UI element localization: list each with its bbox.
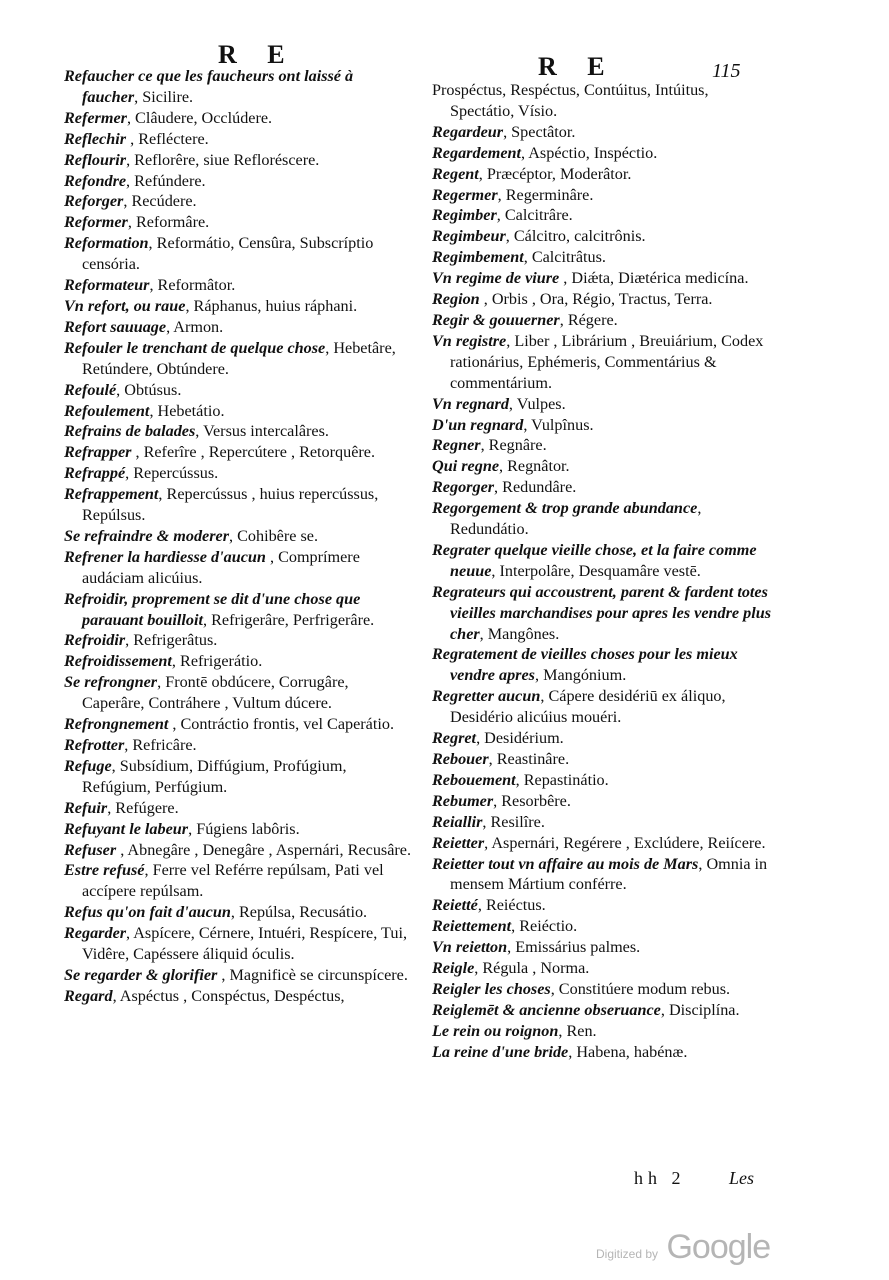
entry-translation: , Desidérium. bbox=[476, 729, 564, 748]
entry-translation: , Refrigerátio. bbox=[171, 652, 263, 671]
dictionary-entry bbox=[64, 630, 412, 651]
entry-translation: , Interpolâre, Desquamâre vestē. bbox=[491, 561, 701, 580]
dictionary-entry bbox=[432, 644, 772, 686]
entry-translation: , Ren. bbox=[558, 1021, 597, 1040]
entry-headword: Reietté bbox=[432, 896, 478, 915]
entry-headword: Reforger bbox=[64, 192, 124, 211]
dictionary-entry bbox=[64, 819, 412, 840]
dictionary-entry bbox=[64, 484, 412, 526]
dictionary-entry bbox=[432, 415, 772, 436]
entry-translation: , Constitúere modum rebus. bbox=[550, 979, 731, 998]
entry-translation: , Refrigerâtus. bbox=[125, 631, 218, 650]
dictionary-entry bbox=[64, 171, 412, 192]
entry-translation: , Aspernári, Regérere , Exclúdere, Reiícere. bbox=[484, 833, 766, 852]
entry-translation: , Reformátio, Censûra, Subscríptio censória. bbox=[82, 234, 374, 274]
entry-translation: , Reiéctus. bbox=[477, 896, 546, 915]
entry-headword: Reiettement bbox=[432, 917, 512, 936]
dictionary-entry bbox=[64, 986, 412, 1007]
entry-headword: Regard bbox=[64, 986, 113, 1005]
entry-headword: Reigler les choses bbox=[432, 979, 551, 998]
dictionary-entry bbox=[432, 477, 772, 498]
entry-headword: Reietter tout vn affaire au mois de Mars bbox=[432, 854, 699, 873]
entry-headword: Vn registre bbox=[432, 331, 507, 350]
page-footer bbox=[634, 1168, 754, 1189]
entry-headword: Refrapper bbox=[64, 443, 132, 462]
dictionary-entry bbox=[432, 540, 772, 582]
entry-headword: Regner bbox=[432, 436, 481, 455]
entry-translation: , Régula , Norma. bbox=[474, 959, 590, 978]
entry-translation: , Ráphanus, huius ráphani. bbox=[185, 296, 358, 315]
entry-headword: Refrappement bbox=[64, 485, 159, 504]
dictionary-entry bbox=[64, 129, 412, 150]
dictionary-entry bbox=[64, 275, 412, 296]
entry-translation: , Ferre vel Reférre repúlsam, Pati vel accípere repúlsam. bbox=[82, 861, 384, 901]
entry-translation: , Reastinâre. bbox=[488, 750, 570, 768]
entry-headword: Refrappé bbox=[64, 464, 126, 483]
dictionary-entry bbox=[432, 895, 772, 916]
entry-headword: Regardeur bbox=[432, 122, 504, 141]
dictionary-entry bbox=[432, 958, 772, 979]
dictionary-entry bbox=[432, 979, 772, 1000]
entry-headword: Refrains de balades bbox=[64, 422, 196, 441]
entry-translation: , Regnâtor. bbox=[499, 457, 570, 476]
entry-headword: Se refrongner bbox=[64, 673, 158, 692]
entry-headword: Reflechir bbox=[64, 129, 127, 148]
entry-translation: , Omnia in mensem Mártium conférre. bbox=[450, 854, 768, 894]
entry-headword: Refrener la hardiesse d'aucun bbox=[64, 547, 266, 566]
entry-translation: , Clâudere, Occlúdere. bbox=[126, 108, 273, 127]
dictionary-entry bbox=[64, 965, 412, 986]
dictionary-entry bbox=[64, 296, 412, 317]
entry-translation: , Regerminâre. bbox=[497, 185, 594, 204]
signature-mark: hh 2 bbox=[634, 1168, 686, 1188]
entry-translation: , Mangônes. bbox=[479, 624, 560, 643]
dictionary-entry bbox=[64, 798, 412, 819]
dictionary-entry bbox=[432, 226, 772, 247]
dictionary-entry bbox=[432, 937, 772, 958]
entry-translation: , Repercússus. bbox=[125, 464, 219, 483]
entry-translation: , Referîre , Repercútere , Retorquêre. bbox=[131, 443, 376, 462]
entry-headword: Regimbement bbox=[432, 248, 524, 267]
entry-headword: Estre refusé bbox=[64, 861, 145, 880]
entry-translation: , Régere. bbox=[559, 310, 618, 329]
entry-translation: , Comprímere audáciam alicúius. bbox=[82, 547, 360, 587]
entry-headword: Reformation bbox=[64, 234, 149, 253]
dictionary-entry bbox=[64, 735, 412, 756]
entry-headword: Region bbox=[432, 290, 480, 309]
entry-headword: Regret bbox=[432, 729, 477, 748]
dictionary-entry bbox=[64, 547, 412, 589]
dictionary-entry bbox=[64, 150, 412, 171]
entry-headword: Refus qu'on fait d'aucun bbox=[64, 903, 231, 922]
entry-headword: Refaucher ce que les faucheurs ont laissé à faucher bbox=[64, 67, 354, 106]
entry-headword: Reflourir bbox=[64, 150, 127, 169]
entry-translation: , Fúgiens labôris. bbox=[188, 819, 300, 838]
entry-headword: Refoulé bbox=[64, 380, 117, 399]
dictionary-entry bbox=[432, 247, 772, 268]
entry-headword: Regrateurs qui accoustrent, parent & fardent totes vieilles marchandises pour apres les vendre plus cher bbox=[432, 582, 772, 643]
entry-headword: Refondre bbox=[64, 171, 127, 190]
entry-headword: Vn reietton bbox=[432, 938, 508, 957]
dictionary-entry bbox=[64, 108, 412, 129]
dictionary-entry bbox=[432, 456, 772, 477]
entry-translation: , Redundátio. bbox=[450, 499, 702, 539]
dictionary-entry bbox=[432, 164, 772, 185]
entry-headword: Se refraindre & moderer bbox=[64, 526, 230, 545]
page-number: 115 bbox=[712, 60, 741, 82]
entry-headword: Refrongnement bbox=[64, 715, 169, 734]
dictionary-entry bbox=[432, 80, 772, 122]
entry-translation: , Emissárius palmes. bbox=[507, 938, 641, 957]
entry-headword: Refermer bbox=[64, 108, 127, 127]
entry-translation: , Refrigerâre, Perfrigerâre. bbox=[203, 610, 375, 629]
entry-headword: Rebouement bbox=[432, 770, 516, 789]
entry-translation: Prospéctus, Respéctus, Contúitus, Intúitus, Spectátio, Vísio. bbox=[432, 81, 709, 120]
entry-translation: , Orbis , Ora, Régio, Tractus, Terra. bbox=[479, 290, 713, 309]
dictionary-entry bbox=[432, 1000, 772, 1021]
dictionary-entry bbox=[64, 756, 412, 798]
right-column bbox=[432, 80, 772, 1063]
entry-translation: , Refricâre. bbox=[124, 736, 197, 754]
entry-headword: Regimber bbox=[432, 206, 497, 225]
dictionary-entry bbox=[432, 205, 772, 226]
entry-translation: , Resorbêre. bbox=[493, 791, 571, 810]
entry-headword: Regir & gouuerner bbox=[432, 310, 560, 329]
entry-translation: , Reformâre. bbox=[127, 213, 210, 232]
dictionary-entry bbox=[64, 463, 412, 484]
dictionary-entry bbox=[64, 317, 412, 338]
dictionary-entry bbox=[64, 923, 412, 965]
entry-translation: , Liber , Librárium , Breuiárium, Codex rationárius, Ephémeris, Commentárius & commentárium. bbox=[450, 331, 764, 392]
entry-headword: Rebouer bbox=[432, 750, 489, 768]
entry-translation: , Vulpes. bbox=[508, 394, 566, 413]
entry-headword: Regardement bbox=[432, 143, 522, 162]
dictionary-entry bbox=[432, 331, 772, 394]
entry-translation: , Disciplína. bbox=[660, 1000, 740, 1019]
entry-headword: Refrotter bbox=[64, 736, 125, 754]
dictionary-entry bbox=[432, 143, 772, 164]
entry-translation: , Præcéptor, Moderâtor. bbox=[478, 164, 632, 183]
entry-translation: , Refléctere. bbox=[126, 129, 209, 148]
dictionary-entry bbox=[432, 435, 772, 456]
dictionary-entry bbox=[432, 310, 772, 331]
dictionary-entry bbox=[64, 902, 412, 923]
entry-translation: , Aspícere, Cérnere, Intuéri, Respícere, Tui, Vidêre, Capéssere áliquid óculis. bbox=[82, 924, 408, 964]
entry-headword: Se regarder & glorifier bbox=[64, 965, 218, 984]
entry-headword: Vn regnard bbox=[432, 394, 509, 413]
entry-headword: Regretter aucun bbox=[432, 687, 541, 706]
dictionary-entry bbox=[64, 338, 412, 380]
entry-translation: , Habena, habénæ. bbox=[568, 1042, 688, 1061]
entry-headword: Reiglemēt & ancienne obseruance bbox=[432, 1000, 661, 1019]
entry-translation: , Reflorêre, siue Refloréscere. bbox=[126, 150, 320, 169]
dictionary-entry bbox=[432, 498, 772, 540]
dictionary-entry bbox=[432, 686, 772, 728]
entry-translation: , Vulpînus. bbox=[523, 415, 594, 434]
dictionary-entry bbox=[64, 212, 412, 233]
entry-translation: , Abnegâre , Denegâre , Aspernári, Recusâre. bbox=[116, 840, 412, 859]
entry-translation: , Hebetâre, Retúndere, Obtúndere. bbox=[82, 338, 396, 378]
entry-headword: Refouler le trenchant de quelque chose bbox=[64, 338, 326, 357]
entry-translation: , Regnâre. bbox=[480, 436, 547, 455]
dictionary-entry bbox=[432, 854, 772, 896]
entry-headword: Refroidir bbox=[64, 631, 126, 650]
entry-translation: , Repercússus , huius repercússus, Repúlsus. bbox=[82, 485, 379, 525]
entry-headword: Refoulement bbox=[64, 401, 150, 420]
entry-headword: D'un regnard bbox=[432, 415, 524, 434]
dictionary-entry bbox=[432, 289, 772, 310]
entry-headword: Regarder bbox=[64, 924, 127, 943]
entry-translation: , Reformâtor. bbox=[149, 276, 236, 295]
entry-headword: Reigle bbox=[432, 959, 475, 978]
entry-translation: , Redundâre. bbox=[494, 478, 577, 497]
entry-headword: Refroidir, proprement se dit d'une chose que parauant bouilloit bbox=[64, 589, 361, 629]
entry-translation: , Recúdere. bbox=[123, 192, 197, 211]
entry-translation: , Diǽta, Diætérica medicína. bbox=[559, 269, 749, 288]
dictionary-entry bbox=[64, 672, 412, 714]
entry-headword: Regent bbox=[432, 164, 479, 183]
entry-headword: Rebumer bbox=[432, 791, 494, 810]
entry-headword: La reine d'une bride bbox=[432, 1042, 569, 1061]
dictionary-entry bbox=[64, 840, 412, 861]
entry-headword: Regimbeur bbox=[432, 227, 506, 246]
google-logo: Google bbox=[666, 1228, 771, 1266]
dictionary-entry bbox=[64, 442, 412, 463]
dictionary-entry bbox=[432, 791, 772, 812]
entry-headword: Regorgement & trop grande abundance bbox=[432, 499, 698, 518]
entry-headword: Qui regne bbox=[432, 457, 500, 476]
entry-translation: , Versus intercalâres. bbox=[195, 422, 329, 441]
dictionary-entry bbox=[432, 394, 772, 415]
entry-headword: Reietter bbox=[432, 833, 485, 852]
entry-headword: Refroidissement bbox=[64, 652, 172, 671]
entry-translation: , Obtúsus. bbox=[116, 380, 182, 399]
dictionary-entry bbox=[64, 651, 412, 672]
entry-translation: , Calcitrâtus. bbox=[523, 248, 606, 267]
entry-translation: , Contráctio frontis, vel Caperátio. bbox=[168, 715, 394, 734]
entry-translation: , Resilîre. bbox=[482, 812, 545, 831]
entry-headword: Regorger bbox=[432, 478, 495, 497]
dictionary-entry bbox=[64, 66, 412, 108]
entry-headword: Vn regime de viure bbox=[432, 269, 560, 288]
dictionary-entry bbox=[432, 185, 772, 206]
entry-headword: Refuir bbox=[64, 798, 108, 817]
entry-translation: , Reiéctio. bbox=[511, 917, 578, 936]
entry-translation: , Armon. bbox=[166, 317, 224, 336]
dictionary-entry bbox=[64, 233, 412, 275]
entry-translation: , Repastinátio. bbox=[515, 770, 609, 789]
catchword: Les bbox=[729, 1168, 755, 1188]
watermark-prefix: Digitized by bbox=[596, 1247, 659, 1261]
entry-translation: , Repúlsa, Recusátio. bbox=[230, 903, 368, 922]
entry-translation: , Spectâtor. bbox=[503, 122, 576, 141]
dictionary-entry bbox=[432, 582, 772, 645]
entry-headword: Reformateur bbox=[64, 276, 150, 295]
entry-translation: , Subsídium, Diffúgium, Profúgium, Refúgium, Perfúgium. bbox=[82, 756, 347, 796]
entry-headword: Refuser bbox=[64, 840, 117, 859]
entry-headword: Refuge bbox=[64, 756, 112, 775]
dictionary-entry bbox=[432, 770, 772, 791]
entry-headword: Le rein ou roignon bbox=[432, 1021, 559, 1040]
entry-headword: Regermer bbox=[432, 185, 498, 204]
digitized-watermark bbox=[596, 1228, 770, 1267]
dictionary-entry bbox=[432, 749, 772, 770]
entry-translation: , Cápere desidériū ex áliquo, Desidério alicúius mouéri. bbox=[450, 687, 726, 727]
entry-translation: , Refúgere. bbox=[107, 798, 179, 817]
dictionary-entry bbox=[432, 122, 772, 143]
right-running-head: R E bbox=[538, 52, 617, 81]
entry-translation: , Aspéctio, Inspéctio. bbox=[521, 143, 658, 162]
entry-headword: Reformer bbox=[64, 213, 128, 232]
dictionary-entry bbox=[64, 589, 412, 631]
dictionary-entry bbox=[432, 268, 772, 289]
dictionary-entry bbox=[64, 191, 412, 212]
entry-translation: , Magnificè se circunspícere. bbox=[217, 965, 408, 984]
dictionary-entry bbox=[432, 728, 772, 749]
entry-translation: , Frontē obdúcere, Corrugâre, Caperâre, Contráhere , Vultum dúcere. bbox=[82, 673, 349, 713]
dictionary-entry bbox=[432, 833, 772, 854]
dictionary-entry bbox=[432, 916, 772, 937]
left-column bbox=[64, 66, 412, 1007]
dictionary-entry bbox=[432, 1021, 772, 1042]
dictionary-entry bbox=[64, 380, 412, 401]
dictionary-entry bbox=[64, 714, 412, 735]
entry-headword: Vn refort, ou raue bbox=[64, 296, 186, 315]
entry-headword: Regrater quelque vieille chose, et la faire comme neuue bbox=[432, 540, 757, 580]
dictionary-entry bbox=[64, 401, 412, 422]
dictionary-entry bbox=[64, 421, 412, 442]
dictionary-entry bbox=[64, 860, 412, 902]
entry-translation: , Hebetátio. bbox=[149, 401, 225, 420]
entry-translation: , Aspéctus , Conspéctus, Despéctus, bbox=[112, 986, 345, 1005]
entry-headword: Refuyant le labeur bbox=[64, 819, 189, 838]
entry-translation: , Mangónium. bbox=[534, 666, 627, 685]
dictionary-entry bbox=[432, 812, 772, 833]
dictionary-entry bbox=[432, 1042, 772, 1063]
entry-translation: , Sicilire. bbox=[134, 87, 194, 106]
dictionary-entry bbox=[64, 526, 412, 547]
left-running-head: R E bbox=[218, 40, 297, 69]
entry-headword: Refort sauuage bbox=[64, 317, 167, 336]
entry-translation: , Calcitrâre. bbox=[496, 206, 573, 225]
entry-translation: , Refúndere. bbox=[126, 171, 206, 190]
entry-translation: , Cohibêre se. bbox=[229, 526, 319, 545]
entry-headword: Reiallir bbox=[432, 812, 483, 831]
entry-translation: , Cálcitro, calcitrônis. bbox=[505, 227, 646, 246]
entry-headword: Regratement de vieilles choses pour les mieux vendre apres bbox=[432, 645, 738, 685]
